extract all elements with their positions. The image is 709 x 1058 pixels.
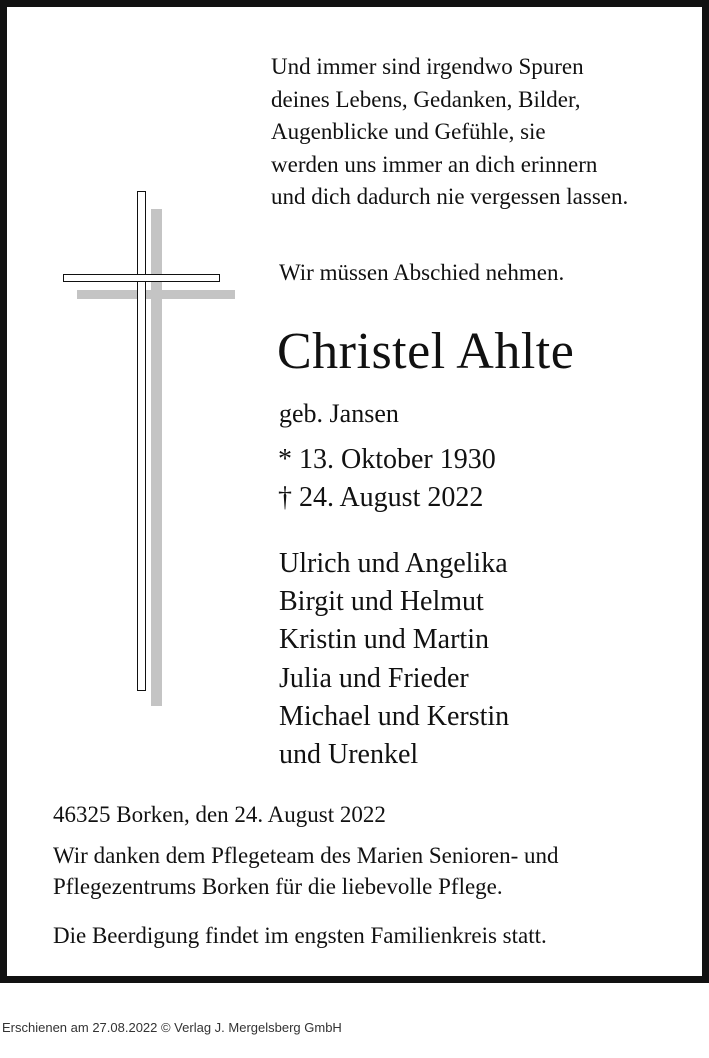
poem-line: werden uns immer an dich erinnern (271, 151, 598, 177)
birth-date: * 13. Oktober 1930 (278, 444, 496, 475)
thanks-line: Pflegezentrums Borken für die liebevolle Pflege. (53, 874, 503, 899)
poem-line: und dich dadurch nie vergessen lassen. (271, 184, 629, 209)
life-dates (278, 441, 496, 517)
funeral-note: Die Beerdigung findet im engsten Familienkreis statt. (53, 923, 547, 948)
cross-shadow-vertical (151, 209, 162, 706)
family-member: Kristin und Martin (279, 624, 489, 656)
farewell-text: Wir müssen Abschied nehmen. (279, 260, 565, 285)
thanks-note (53, 840, 693, 902)
poem-line: Augenblicke und Gefühle, sie (271, 119, 546, 144)
family-member: Michael und Kerstin (279, 700, 510, 732)
family-member: und Urenkel (279, 739, 419, 771)
poem-line: deines Lebens, Gedanken, Bilder, (271, 86, 581, 112)
thanks-line: Wir danken dem Pflegeteam des Marien Senioren- und (53, 843, 559, 868)
maiden-name: geb. Jansen (279, 399, 399, 428)
place-date: 46325 Borken, den 24. August 2022 (53, 802, 386, 827)
death-date: † 24. August 2022 (278, 482, 484, 513)
publication-footer: Erschienen am 27.08.2022 © Verlag J. Mergelsberg GmbH (2, 1020, 342, 1035)
poem-line: Und immer sind irgendwo Spuren (271, 54, 584, 79)
memorial-poem (271, 51, 701, 214)
cross-shadow-horizontal (77, 290, 235, 299)
cross-icon (59, 189, 239, 709)
cross-beam-vertical (137, 191, 146, 691)
family-member: Birgit und Helmut (279, 586, 484, 618)
cross-beam-horizontal (63, 274, 220, 282)
family-list (279, 545, 509, 774)
family-member: Ulrich und Angelika (279, 548, 508, 579)
deceased-name: Christel Ahlte (277, 323, 575, 380)
family-member: Julia und Frieder (279, 662, 469, 694)
closing-section (53, 799, 693, 951)
